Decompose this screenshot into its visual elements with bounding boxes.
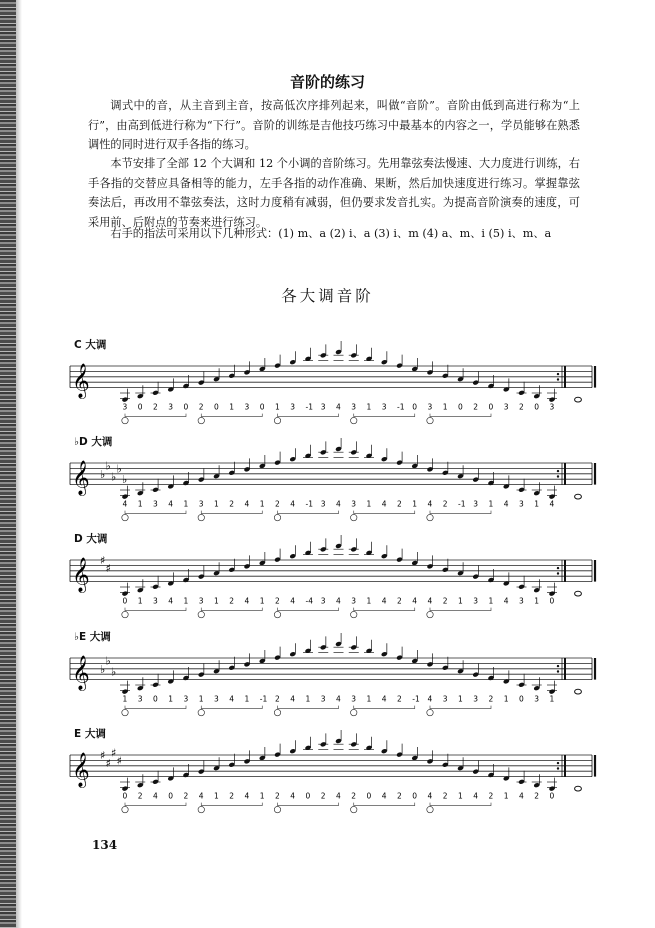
key-label: ♭E 大调 [74, 631, 111, 643]
fingering-number: 4 [381, 596, 387, 606]
fingering-number: 4 [244, 596, 250, 606]
fingering-number: -1 [259, 694, 268, 704]
fingering-number: 1 [229, 402, 235, 412]
fingering-number: 3 [214, 694, 219, 704]
fingering-number: 3 [473, 499, 479, 509]
string-number-circle [122, 611, 128, 617]
fingering-number: 4 [336, 791, 341, 801]
paragraph-3: 右手的指法可采用以下几种形式：(1) m、a (2) i、a (3) i、m (4) a、m、i (5) i、m、a [110, 227, 552, 240]
fingering-number: 4 [336, 402, 341, 412]
final-whole-note [575, 397, 582, 402]
fingering-number: 3 [503, 402, 509, 412]
flat-accidental-icon: ♭ [100, 662, 106, 676]
string-bracket [430, 511, 491, 514]
book-binding-edge [0, 0, 16, 928]
fingering-number: 0 [214, 402, 219, 412]
string-bracket [354, 706, 415, 709]
string-bracket [430, 803, 491, 806]
fingering-number: -1 [412, 694, 420, 704]
fingering-number: 4 [168, 596, 174, 606]
fingering-number: 2 [488, 791, 494, 801]
string-number-circle [427, 514, 433, 520]
fingering-number: 4 [381, 791, 387, 801]
fingering-number: 1 [214, 499, 219, 509]
fingering-number: 2 [397, 596, 402, 606]
repeat-dot [557, 665, 559, 667]
fingering-number: 0 [458, 402, 463, 412]
fingering-number: 4 [122, 499, 128, 509]
fingering-number: 4 [336, 499, 341, 509]
fingering-number: 1 [534, 596, 540, 606]
fingering-number: 1 [442, 402, 448, 412]
fingering-number: 3 [351, 499, 357, 509]
fingering-number: 2 [397, 499, 402, 509]
string-bracket [125, 706, 186, 709]
fingering-number: 1 [259, 596, 265, 606]
fingering-number: 1 [259, 791, 265, 801]
paragraph-2: 本节安排了全部 12 个大调和 12 个小调的音阶练习。先用靠弦奏法慢速、大力度进行训练，右手各指的交替应具备相等的能力，左手各指的动作准确、果断，然后加快速度进行练习。掌握靠弦奏法后，再改用不靠弦奏法，这时力度稍有减弱，但仍要求发音扎实。为提高音阶演奏的速度，可采用前、后附点的节奏来进行练习。 [88, 157, 580, 229]
fingering-number: 3 [473, 596, 479, 606]
binding-shadow [16, 0, 22, 928]
string-number-circle [274, 514, 280, 520]
final-whole-note [575, 591, 582, 596]
fingering-number: 2 [275, 791, 280, 801]
repeat-dot [557, 767, 559, 769]
fingering-number: 0 [168, 791, 174, 801]
fingering-number: 2 [442, 596, 448, 606]
fingering-number: 1 [214, 596, 219, 606]
fingering-number: 2 [275, 596, 280, 606]
fingering-number: -1 [305, 499, 313, 509]
key-label: ♭D 大调 [74, 436, 113, 448]
repeat-dot [557, 470, 559, 472]
fingering-number: 3 [198, 499, 204, 509]
fingering-number: 3 [351, 694, 357, 704]
fingering-number: 0 [549, 596, 555, 606]
string-number-circle [198, 709, 204, 715]
fingering-number: 2 [137, 791, 143, 801]
fingering-number: 2 [442, 499, 448, 509]
fingering-number: 2 [519, 402, 524, 412]
string-number-circle [122, 806, 128, 812]
fingering-number: 1 [305, 694, 311, 704]
sharp-accidental-icon: ♯ [100, 749, 106, 762]
string-number-circle [274, 806, 280, 812]
repeat-dot [557, 572, 559, 574]
fingering-number: 2 [397, 791, 402, 801]
fingering-number: 3 [381, 402, 387, 412]
string-bracket [201, 608, 262, 611]
fingering-number: 1 [458, 596, 463, 606]
fingering-number: 3 [168, 402, 174, 412]
major-scales-heading: 各大调音阶 [281, 287, 374, 305]
fingering-number: 4 [412, 596, 418, 606]
string-number-circle [351, 417, 357, 423]
treble-clef-icon: 𝄞 [72, 752, 90, 788]
repeat-dot [557, 475, 559, 477]
string-bracket [125, 608, 186, 611]
fingering-number: 3 [351, 402, 357, 412]
final-whole-note [575, 786, 582, 791]
string-bracket [278, 414, 339, 417]
fingering-number: 0 [183, 402, 189, 412]
final-whole-note [575, 494, 582, 499]
flat-accidental-icon: ♭ [122, 473, 128, 487]
string-number-circle [198, 611, 204, 617]
paragraph-1: 调式中的音，从主音到主音，按高低次序排列起来，叫做“音阶”。音阶由低到高进行称为“上行”，由高到低进行称为“下行”。音阶的训练是吉他技巧练习中最基本的内容之一，学员能够在熟悉调性的同时进行双手各指的练习。 [88, 99, 580, 151]
key-label: C 大调 [74, 339, 107, 351]
sharp-accidental-icon: ♯ [105, 562, 111, 576]
key-label: D 大调 [74, 533, 108, 545]
fingering-number: 4 [229, 694, 235, 704]
string-number-circle [122, 709, 128, 715]
fingering-number: 4 [381, 499, 387, 509]
string-bracket [430, 706, 491, 709]
string-bracket [201, 414, 262, 417]
flat-accidental-icon: ♭ [111, 665, 117, 679]
fingering-number: 1 [488, 499, 494, 509]
fingering-number: 4 [244, 499, 250, 509]
music-staff [62, 646, 602, 721]
fingering-number: 0 [305, 791, 311, 801]
fingering-number: 1 [549, 694, 555, 704]
fingering-number: 2 [351, 791, 357, 801]
sharp-accidental-icon: ♯ [111, 746, 117, 760]
fingering-number: 1 [214, 791, 219, 801]
fingering-number: 2 [320, 791, 326, 801]
fingering-number: 4 [290, 694, 296, 704]
fingering-number: 1 [244, 694, 250, 704]
fingering-number: 1 [137, 596, 143, 606]
fingering-number: 1 [534, 499, 540, 509]
flat-accidental-icon: ♭ [100, 467, 106, 481]
fingering-number: 1 [275, 402, 280, 412]
fingering-number: 2 [229, 499, 235, 509]
fingering-number: 3 [320, 596, 326, 606]
fingering-number: 0 [122, 791, 128, 801]
fingering-number: 2 [275, 694, 280, 704]
fingering-number: 1 [412, 499, 418, 509]
fingering-number: 2 [183, 791, 189, 801]
string-number-circle [198, 417, 204, 423]
fingering-number: 2 [534, 791, 540, 801]
fingering-number: 2 [397, 694, 402, 704]
string-number-circle [274, 417, 280, 423]
fingering-number: 1 [503, 791, 509, 801]
string-bracket [278, 511, 339, 514]
string-bracket [278, 803, 339, 806]
flat-accidental-icon: ♭ [105, 459, 111, 473]
fingering-number: 4 [290, 596, 296, 606]
fingering-number: 2 [473, 402, 479, 412]
string-number-circle [427, 806, 433, 812]
fingering-number: 3 [290, 402, 296, 412]
string-bracket [430, 414, 491, 417]
music-staff [62, 743, 602, 823]
fingering-number: 4 [519, 791, 524, 801]
string-number-circle [274, 611, 280, 617]
fingering-number: 1 [366, 402, 372, 412]
string-number-circle [351, 709, 357, 715]
fingering-number: 1 [198, 694, 204, 704]
flat-accidental-icon: ♭ [116, 462, 122, 476]
string-bracket [354, 608, 415, 611]
fingering-number: 4 [427, 791, 433, 801]
repeat-dot [557, 373, 559, 375]
repeat-dot [557, 567, 559, 569]
fingering-number: 4 [503, 499, 509, 509]
fingering-number: 0 [519, 694, 524, 704]
string-number-circle [198, 514, 204, 520]
fingering-number: 1 [458, 694, 463, 704]
fingering-number: 1 [366, 596, 372, 606]
string-bracket [354, 803, 415, 806]
string-number-circle [351, 611, 357, 617]
fingering-number: 2 [229, 791, 235, 801]
fingering-number: 3 [183, 694, 189, 704]
fingering-number: -1 [305, 402, 313, 412]
fingering-number: 0 [153, 694, 158, 704]
treble-clef-icon: 𝄞 [72, 363, 90, 399]
fingering-number: 2 [153, 402, 158, 412]
fingering-number: -1 [397, 402, 405, 412]
fingering-number: 0 [549, 791, 555, 801]
fingering-number: 3 [534, 694, 540, 704]
fingering-number: 4 [427, 694, 433, 704]
fingering-number: 4 [381, 694, 387, 704]
string-bracket [201, 511, 262, 514]
string-bracket [354, 511, 415, 514]
fingering-number: 3 [320, 402, 326, 412]
string-number-circle [351, 514, 357, 520]
string-number-circle [274, 709, 280, 715]
fingering-number: 1 [488, 596, 494, 606]
fingering-number: 2 [229, 596, 235, 606]
repeat-dot [557, 378, 559, 380]
fingering-number: -1 [458, 499, 466, 509]
fingering-number: 4 [153, 791, 158, 801]
fingering-number: 1 [366, 499, 372, 509]
fingering-number: 4 [473, 791, 479, 801]
fingering-number: 3 [153, 499, 158, 509]
fingering-number: 3 [519, 596, 524, 606]
string-number-circle [427, 611, 433, 617]
fingering-number: 1 [503, 694, 509, 704]
fingering-number: 1 [168, 694, 174, 704]
flat-accidental-icon: ♭ [105, 654, 111, 668]
fingering-number: 4 [290, 499, 296, 509]
fingering-number: 0 [366, 791, 372, 801]
string-number-circle [427, 709, 433, 715]
fingering-number: 3 [320, 499, 326, 509]
fingering-number: 4 [336, 596, 341, 606]
music-staff [62, 354, 602, 429]
sharp-accidental-icon: ♯ [100, 554, 106, 567]
fingering-number: 3 [442, 694, 448, 704]
fingering-number: 0 [259, 402, 265, 412]
music-staff [62, 451, 602, 526]
final-whole-note [575, 689, 582, 694]
fingering-number: 0 [488, 402, 494, 412]
string-number-circle [122, 417, 128, 423]
fingering-number: 4 [290, 791, 296, 801]
fingering-number: 0 [534, 402, 540, 412]
sharp-accidental-icon: ♯ [105, 757, 111, 771]
fingering-number: 0 [412, 791, 418, 801]
music-staff [62, 548, 602, 623]
string-number-circle [198, 806, 204, 812]
repeat-dot [557, 670, 559, 672]
fingering-number: 3 [351, 596, 357, 606]
fingering-number: 2 [198, 402, 204, 412]
fingering-number: 0 [412, 402, 418, 412]
fingering-number: 4 [198, 791, 204, 801]
fingering-number: 1 [366, 694, 372, 704]
string-number-circle [427, 417, 433, 423]
fingering-number: 1 [137, 499, 143, 509]
fingering-number: 4 [244, 791, 250, 801]
string-bracket [125, 414, 186, 417]
fingering-number: 4 [427, 499, 433, 509]
page-number: 134 [92, 838, 118, 852]
fingering-number: 3 [137, 694, 143, 704]
string-bracket [125, 803, 186, 806]
fingering-number: 1 [183, 499, 189, 509]
fingering-number: 3 [549, 402, 555, 412]
fingering-number: 3 [153, 596, 158, 606]
fingering-number: 1 [122, 694, 128, 704]
fingering-number: 1 [183, 596, 189, 606]
fingering-number: 2 [442, 791, 448, 801]
treble-clef-icon: 𝄞 [72, 655, 90, 691]
string-bracket [278, 706, 339, 709]
fingering-number: 3 [320, 694, 326, 704]
fingering-number: 2 [275, 499, 280, 509]
string-number-circle [122, 514, 128, 520]
key-label: E 大调 [74, 728, 106, 740]
string-bracket [201, 803, 262, 806]
fingering-number: 0 [137, 402, 143, 412]
fingering-number: 4 [336, 694, 341, 704]
fingering-number: 3 [519, 499, 524, 509]
repeat-dot [557, 762, 559, 764]
section-title: 音阶的练习 [289, 73, 365, 91]
fingering-number: 4 [168, 499, 174, 509]
treble-clef-icon: 𝄞 [72, 460, 90, 496]
fingering-number: 0 [122, 596, 128, 606]
fingering-number: 1 [458, 791, 463, 801]
string-bracket [201, 706, 262, 709]
fingering-number: -4 [305, 596, 313, 606]
string-bracket [278, 608, 339, 611]
string-bracket [430, 608, 491, 611]
fingering-number: 4 [427, 596, 433, 606]
string-bracket [354, 414, 415, 417]
fingering-number: 3 [427, 402, 433, 412]
fingering-number: 3 [122, 402, 128, 412]
fingering-number: 4 [549, 499, 555, 509]
fingering-number: 1 [259, 499, 265, 509]
fingering-number: 3 [198, 596, 204, 606]
sharp-accidental-icon: ♯ [116, 754, 122, 768]
fingering-number: 3 [473, 694, 479, 704]
fingering-number: 2 [488, 694, 494, 704]
treble-clef-icon: 𝄞 [72, 557, 90, 593]
string-number-circle [351, 806, 357, 812]
flat-accidental-icon: ♭ [111, 470, 117, 484]
fingering-number: 4 [503, 596, 509, 606]
fingering-number: 3 [244, 402, 250, 412]
string-bracket [125, 511, 186, 514]
